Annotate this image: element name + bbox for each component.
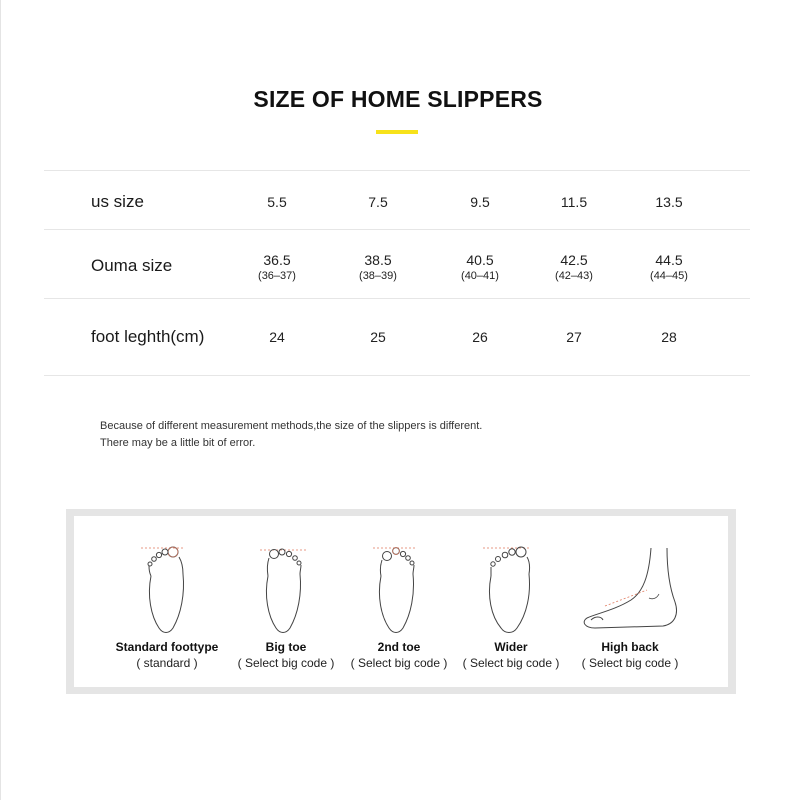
foot-big-toe-icon (256, 536, 316, 636)
table-cell: 36.5 (36–37) (258, 252, 296, 282)
table-cell: 7.5 (368, 194, 388, 210)
row-label: foot leghth(cm) (91, 327, 205, 346)
foot-type-sub: ( standard ) (136, 656, 198, 670)
note-line: There may be a little bit of error. (100, 437, 256, 449)
page-title: SIZE OF HOME SLIPPERS (253, 86, 543, 112)
table-cell: 40.5 (40–41) (461, 252, 499, 282)
foot-type-sub: ( Select big code ) (350, 656, 448, 670)
foot-type-label: 2nd toe (377, 640, 421, 654)
measurement-note (100, 418, 482, 452)
foot-type-sub: ( Select big code ) (237, 656, 335, 670)
foot-high-back-icon (575, 536, 685, 636)
page-edge-line (0, 0, 1, 800)
table-cell: 9.5 (470, 194, 490, 210)
table-row-us-size (44, 170, 750, 229)
table-cell: 5.5 (267, 194, 287, 210)
foot-type-panel (66, 509, 736, 694)
table-cell: 25 (370, 329, 386, 345)
foot-standard-icon (137, 536, 197, 636)
table-row-foot-length (44, 298, 750, 376)
foot-type-sub: ( Select big code ) (462, 656, 560, 670)
table-cell: 28 (661, 329, 677, 345)
table-cell: 27 (566, 329, 582, 345)
table-cell: 44.5 (44–45) (650, 252, 688, 282)
table-cell: 42.5 (42–43) (555, 252, 593, 282)
foot-type-sub: ( Select big code ) (581, 656, 679, 670)
table-row-ouma-size (44, 229, 750, 298)
note-line: Because of different measurement methods,the size of the slippers is different. (100, 420, 483, 432)
foot-type-label: Big toe (265, 640, 307, 654)
table-cell: 24 (269, 329, 285, 345)
foot-type-label: Standard foottype (115, 640, 219, 654)
title-underline (376, 130, 418, 134)
foot-type-label: High back (601, 640, 659, 654)
size-table (44, 170, 750, 376)
foot-wider-icon (481, 536, 541, 636)
table-cell: 38.5 (38–39) (359, 252, 397, 282)
row-label: us size (91, 192, 144, 211)
foot-type-label: Wider (494, 640, 528, 654)
table-cell: 11.5 (560, 194, 588, 210)
row-label: Ouma size (91, 256, 173, 275)
foot-type-inner (74, 516, 728, 687)
table-cell: 26 (472, 329, 488, 345)
table-cell: 13.5 (655, 194, 683, 210)
foot-second-toe-icon (369, 536, 429, 636)
